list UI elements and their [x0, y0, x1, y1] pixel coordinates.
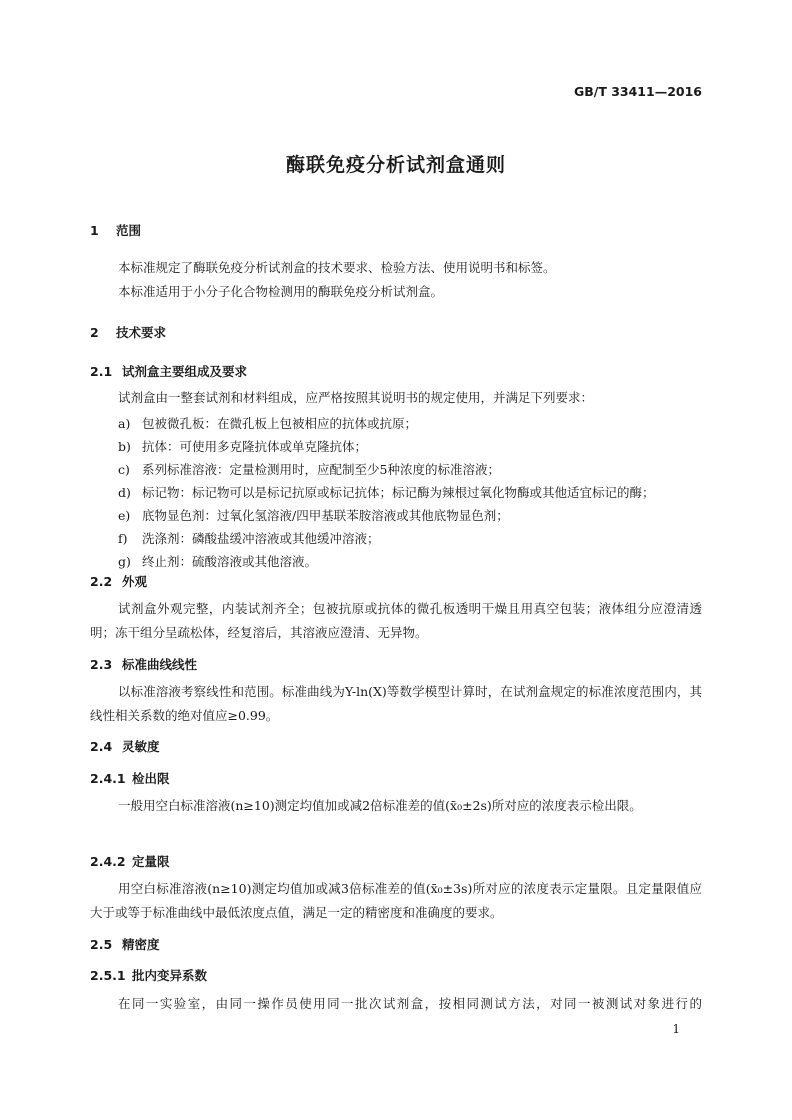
section-title: 外观 — [122, 574, 148, 589]
section-heading-2 — [90, 323, 166, 341]
list-text: 底物显色剂：过氧化氢溶液/四甲基联苯胺溶液或其他底物显色剂； — [142, 508, 509, 523]
section-title: 定量限 — [132, 854, 170, 869]
list-text: 标记物：标记物可以是标记抗原或标记抗体；标记酶为辣根过氧化物酶或其他适宜标记的酶； — [142, 485, 655, 500]
list-marker: d) — [118, 485, 131, 500]
loq-paragraph: 用空白标准溶液(n≥10)测定均值加或减3倍标准差的值(x̄₀±3s)所对应的浓度表示定量限。且定量限值应大于或等于标准曲线中最低浓度点值，满足一定的精密度和准确度的要求。 — [90, 881, 702, 920]
section-title: 范围 — [116, 223, 142, 238]
list-item — [118, 529, 380, 547]
section-number: 2.4 — [90, 739, 113, 754]
section-title: 技术要求 — [116, 325, 167, 340]
page-number: 1 — [672, 1022, 680, 1036]
section-title: 标准曲线线性 — [122, 657, 198, 672]
list-item — [118, 483, 655, 501]
list-text: 包被微孔板：在微孔板上包被相应的抗体或抗原； — [142, 416, 418, 431]
appearance-paragraph: 试剂盒外观完整，内装试剂齐全；包被抗原或抗体的微孔板透明干燥且用真空包装；液体组分应澄清透明；冻干组分呈疏松体，经复溶后，其溶液应澄清、无异物。 — [90, 601, 702, 640]
section-number: 2.5 — [90, 937, 113, 952]
document-title: 酶联免疫分析试剂盒通则 — [285, 154, 506, 176]
section-title: 灵敏度 — [122, 739, 160, 754]
section-number: 2.4.1 — [90, 771, 126, 786]
section-title: 检出限 — [132, 771, 170, 786]
list-text: 洗涤剂：磷酸盐缓冲溶液或其他缓冲溶液； — [142, 531, 380, 546]
scope-paragraph: 本标准规定了酶联免疫分析试剂盒的技术要求、检验方法、使用说明书和标签。 — [118, 260, 556, 275]
section-heading-1 — [90, 221, 141, 239]
list-marker: c) — [118, 462, 130, 477]
section-title: 精密度 — [122, 937, 160, 952]
list-item — [118, 460, 500, 478]
section-number: 1 — [90, 223, 99, 238]
section-title: 批内变异系数 — [132, 968, 208, 983]
intra-batch-paragraph: 在同一实验室，由同一操作员使用同一批次试剂盒，按相同测试方法，对同一被测试对象进行的 — [118, 996, 702, 1011]
section-heading-2-4-1 — [90, 769, 170, 787]
scope-paragraph: 本标准适用于小分子化合物检测用的酶联免疫分析试剂盒。 — [118, 284, 444, 299]
section-heading-2-4 — [90, 737, 160, 755]
section-title: 试剂盒主要组成及要求 — [122, 364, 248, 379]
list-item — [118, 506, 509, 524]
list-item — [118, 437, 367, 455]
section-heading-2-5 — [90, 935, 160, 953]
list-item — [118, 552, 317, 570]
list-marker: b) — [118, 439, 131, 454]
standard-number: GB/T 33411—2016 — [573, 84, 702, 99]
list-marker: g) — [118, 554, 131, 569]
list-text: 系列标准溶液：定量检测用时，应配制至少5种浓度的标准溶液； — [142, 462, 500, 477]
section-heading-2-2 — [90, 572, 147, 590]
section-heading-2-1 — [90, 362, 247, 380]
linearity-paragraph: 以标准溶液考察线性和范围。标准曲线为Y-ln(X)等数学模型计算时，在试剂盒规定的标准浓度范围内，其线性相关系数的绝对值应≥0.99。 — [90, 684, 702, 723]
section-number: 2.4.2 — [90, 854, 126, 869]
list-marker: f) — [118, 531, 128, 546]
section-heading-2-4-2 — [90, 852, 170, 870]
section-heading-2-3 — [90, 655, 197, 673]
lod-paragraph: 一般用空白标准溶液(n≥10)测定均值加或减2倍标准差的值(x̄₀±2s)所对应的浓度表示检出限。 — [118, 798, 642, 813]
section-number: 2.2 — [90, 574, 113, 589]
section-number: 2.3 — [90, 657, 113, 672]
list-marker: a) — [118, 416, 131, 431]
section-number: 2.1 — [90, 364, 113, 379]
list-text: 终止剂：硫酸溶液或其他溶液。 — [142, 554, 318, 569]
section-number: 2 — [90, 325, 99, 340]
list-marker: e) — [118, 508, 131, 523]
section-heading-2-5-1 — [90, 966, 207, 984]
list-item — [118, 414, 417, 432]
list-text: 抗体：可使用多克隆抗体或单克隆抗体； — [142, 439, 368, 454]
composition-intro: 试剂盒由一整套试剂和材料组成，应严格按照其说明书的规定使用，并满足下列要求： — [118, 390, 594, 405]
section-number: 2.5.1 — [90, 968, 126, 983]
